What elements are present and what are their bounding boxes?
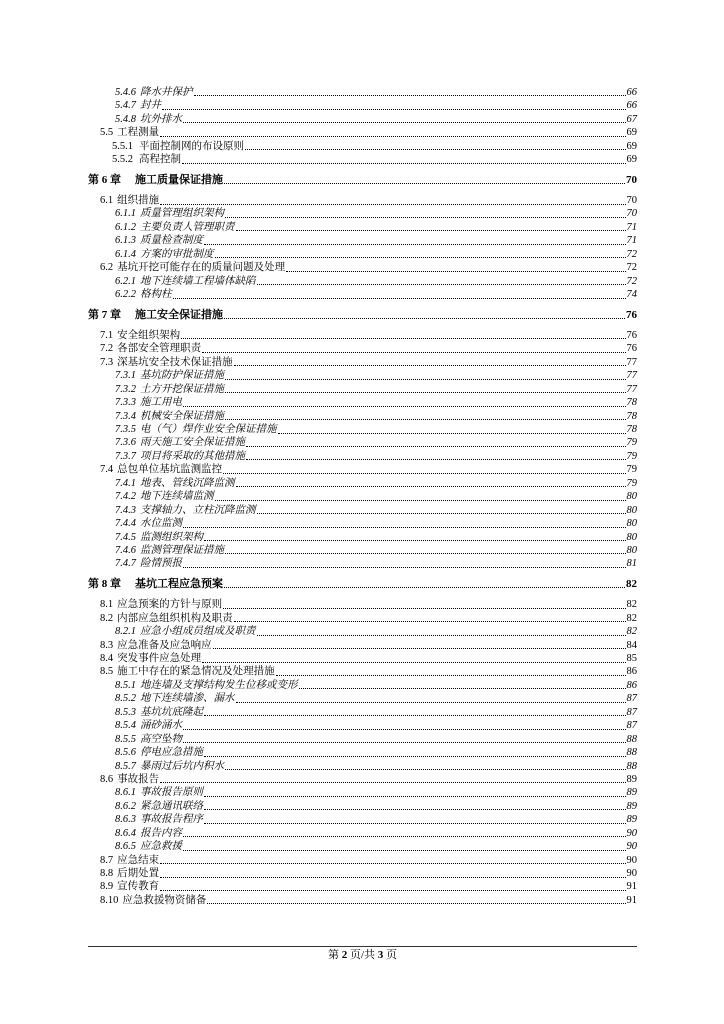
toc-entry-number: 6.1.2 bbox=[115, 221, 136, 233]
toc-entry-page: 72 bbox=[626, 262, 637, 274]
toc-entry-page: 89 bbox=[626, 800, 637, 812]
toc-entry[interactable] bbox=[88, 248, 637, 261]
toc-entry[interactable] bbox=[88, 800, 637, 813]
toc-entry-number: 7.3.1 bbox=[115, 370, 136, 382]
toc-entry-title: 事故报告 bbox=[117, 773, 160, 785]
toc-entry-title: 内部应急组织机构及职责 bbox=[117, 612, 233, 624]
toc-entry-number: 6.1 bbox=[100, 195, 114, 207]
toc-entry-number: 6.2.2 bbox=[115, 289, 136, 301]
dot-leader bbox=[202, 662, 625, 663]
dot-leader bbox=[257, 284, 626, 285]
toc-entry-title: 涌砂涌水 bbox=[140, 720, 182, 732]
toc-entry-page: 70 bbox=[626, 173, 637, 186]
toc-entry-number: 6.1.1 bbox=[115, 208, 136, 220]
toc-entry-page: 90 bbox=[626, 854, 637, 866]
toc-entry-title: 高空坠物 bbox=[140, 733, 182, 745]
toc-entry-title: 停电应急措施 bbox=[140, 747, 203, 759]
toc-entry[interactable] bbox=[88, 234, 637, 247]
dot-leader bbox=[246, 446, 626, 447]
toc-entry[interactable] bbox=[88, 329, 637, 342]
toc-entry[interactable] bbox=[88, 490, 637, 503]
dot-leader bbox=[204, 244, 626, 245]
dot-leader bbox=[299, 688, 626, 689]
toc-entry-number: 8.3 bbox=[100, 639, 114, 651]
toc-entry[interactable] bbox=[88, 463, 637, 476]
toc-entry-page: 71 bbox=[626, 221, 637, 233]
toc-entry[interactable] bbox=[88, 733, 637, 746]
dot-leader bbox=[236, 486, 626, 487]
toc-entry[interactable] bbox=[88, 99, 637, 112]
toc-entry-title: 地下连续墙工程墙体缺陷 bbox=[140, 275, 256, 287]
toc-entry-number: 8.4 bbox=[100, 653, 114, 665]
dot-leader bbox=[236, 702, 626, 703]
toc-entry-number: 8.6.1 bbox=[115, 787, 136, 799]
toc-entry-title: 报告内容 bbox=[140, 827, 182, 839]
dot-leader bbox=[204, 809, 626, 810]
toc-entry-title: 深基坑安全技术保证措施 bbox=[117, 356, 233, 368]
dot-leader bbox=[160, 890, 625, 891]
toc-entry-number: 8.6.3 bbox=[115, 814, 136, 826]
toc-entry-title: 施工安全保证措施 bbox=[135, 308, 223, 321]
toc-entry-page: 76 bbox=[626, 343, 637, 355]
dot-leader bbox=[183, 527, 626, 528]
toc-entry-title: 主要负责人管理职责 bbox=[140, 221, 235, 233]
toc-entry-number: 7.3.4 bbox=[115, 410, 136, 422]
toc-entry-number: 8.5.7 bbox=[115, 760, 136, 772]
toc-entry[interactable] bbox=[88, 692, 637, 705]
toc-entry[interactable] bbox=[88, 504, 637, 517]
toc-entry-page: 80 bbox=[626, 544, 637, 556]
toc-entry-title: 应急结束 bbox=[117, 854, 160, 866]
toc-entry-page: 89 bbox=[626, 814, 637, 826]
dot-leader bbox=[225, 217, 626, 218]
dot-leader bbox=[286, 271, 625, 272]
toc-entry-page: 82 bbox=[626, 626, 637, 638]
dot-leader bbox=[213, 648, 626, 649]
footer-suffix: 页 bbox=[386, 949, 398, 961]
toc-entry-title: 地下连续墙监测 bbox=[140, 491, 214, 503]
toc-entry[interactable] bbox=[88, 719, 637, 732]
dot-leader bbox=[207, 903, 625, 904]
toc-entry-number: 7.2 bbox=[100, 343, 114, 355]
dot-leader bbox=[183, 406, 626, 407]
toc-entry-title: 封井 bbox=[140, 100, 161, 112]
toc-entry[interactable] bbox=[88, 126, 637, 139]
toc-entry[interactable] bbox=[88, 840, 637, 853]
toc-entry-page: 90 bbox=[626, 841, 637, 853]
toc-entry-page: 70 bbox=[626, 195, 637, 207]
toc-entry-page: 89 bbox=[626, 773, 637, 785]
toc-entry[interactable] bbox=[88, 867, 637, 880]
toc-entry[interactable] bbox=[88, 625, 637, 638]
toc-entry-title: 机械安全保证措施 bbox=[140, 410, 224, 422]
toc-entry-number: 8.5.6 bbox=[115, 747, 136, 759]
toc-entry-title: 平面控制网的布设原则 bbox=[139, 140, 244, 152]
toc-entry-page: 79 bbox=[626, 450, 637, 462]
toc-entry[interactable] bbox=[88, 612, 637, 625]
dot-leader bbox=[257, 635, 626, 636]
toc-entry-number: 8.5 bbox=[100, 666, 114, 678]
toc-entry-number: 第 7 章 bbox=[88, 308, 121, 321]
toc-entry-title: 暴雨过后坑内积水 bbox=[140, 760, 224, 772]
dot-leader bbox=[224, 587, 625, 588]
toc-entry-page: 81 bbox=[626, 558, 637, 570]
toc-entry[interactable] bbox=[88, 557, 637, 570]
toc-entry[interactable] bbox=[88, 894, 637, 907]
toc-entry-title: 应急准备及应急响应 bbox=[117, 639, 212, 651]
toc-entry[interactable] bbox=[88, 746, 637, 759]
dot-leader bbox=[183, 742, 626, 743]
dot-leader bbox=[257, 513, 626, 514]
dot-leader bbox=[204, 796, 626, 797]
toc-entry-number: 8.5.1 bbox=[115, 679, 136, 691]
toc-entry-page: 87 bbox=[626, 693, 637, 705]
dot-leader bbox=[236, 230, 626, 231]
toc-entry-title: 支撑轴力、立柱沉降监测 bbox=[140, 504, 256, 516]
toc-entry-title: 总包单位基坑监测监控 bbox=[117, 464, 223, 476]
toc-entry[interactable] bbox=[88, 827, 637, 840]
toc-entry-page: 78 bbox=[626, 424, 637, 436]
toc-entry-number: 7.3 bbox=[100, 356, 114, 368]
dot-leader bbox=[225, 769, 626, 770]
toc-entry[interactable] bbox=[88, 288, 637, 301]
toc-entry[interactable] bbox=[88, 854, 637, 867]
dot-leader bbox=[278, 433, 626, 434]
dot-leader bbox=[173, 298, 626, 299]
toc-entry[interactable] bbox=[88, 153, 637, 166]
toc-entry-page: 80 bbox=[626, 491, 637, 503]
toc-entry-page: 87 bbox=[626, 720, 637, 732]
toc-entry-title: 格构柱 bbox=[140, 289, 172, 301]
toc-entry[interactable] bbox=[88, 437, 637, 450]
toc-entry-number: 7.4.4 bbox=[115, 518, 136, 530]
dot-leader bbox=[225, 553, 626, 554]
toc-entry-number: 8.7 bbox=[100, 854, 114, 866]
toc-entry-page: 78 bbox=[626, 410, 637, 422]
toc-entry-number: 7.4.7 bbox=[115, 558, 136, 570]
toc-entry-title: 应急救援物资储备 bbox=[122, 894, 207, 906]
dot-leader bbox=[183, 850, 626, 851]
toc-entry-number: 5.5 bbox=[100, 127, 114, 139]
toc-entry-title: 施工用电 bbox=[140, 397, 182, 409]
toc-entry-number: 8.9 bbox=[100, 881, 114, 893]
footer-divider bbox=[88, 946, 637, 947]
toc-entry-title: 紧急通讯联络 bbox=[140, 800, 203, 812]
toc-entry-number: 6.2.1 bbox=[115, 275, 136, 287]
dot-leader bbox=[183, 567, 626, 568]
toc-entry-page: 76 bbox=[626, 308, 637, 321]
toc-entry-page: 77 bbox=[626, 383, 637, 395]
toc-entry[interactable] bbox=[88, 652, 637, 665]
toc-entry-title: 安全组织架构 bbox=[117, 329, 181, 341]
toc-entry-title: 高程控制 bbox=[139, 154, 181, 166]
toc-entry-title: 各部安全管理职责 bbox=[117, 343, 202, 355]
toc-entry-number: 7.4.3 bbox=[115, 504, 136, 516]
toc-entry-page: 79 bbox=[626, 464, 637, 476]
footer-prefix: 第 bbox=[327, 949, 339, 961]
dot-leader bbox=[204, 823, 626, 824]
toc-entry[interactable] bbox=[88, 396, 637, 409]
dot-leader bbox=[182, 163, 626, 164]
toc-entry-number: 7.3.3 bbox=[115, 397, 136, 409]
toc-entry-title: 地连墙及支撑结构发生位移或变形 bbox=[140, 679, 298, 691]
toc-entry[interactable] bbox=[88, 531, 637, 544]
toc-entry-page: 71 bbox=[626, 235, 637, 247]
toc-entry[interactable] bbox=[88, 86, 637, 99]
toc-entry-title: 水位监测 bbox=[140, 518, 182, 530]
toc-entry-page: 82 bbox=[626, 612, 637, 624]
toc-entry-title: 基坑坑底隆起 bbox=[140, 706, 203, 718]
toc-entry[interactable] bbox=[88, 598, 637, 611]
toc-entry-number: 8.6.2 bbox=[115, 800, 136, 812]
toc-entry-page: 72 bbox=[626, 248, 637, 260]
toc-entry[interactable] bbox=[88, 679, 637, 692]
toc-entry-page: 84 bbox=[626, 639, 637, 651]
toc-entry-page: 72 bbox=[626, 275, 637, 287]
toc-entry-page: 80 bbox=[626, 504, 637, 516]
toc-entry-page: 79 bbox=[626, 437, 637, 449]
dot-leader bbox=[276, 675, 626, 676]
toc-entry[interactable] bbox=[88, 813, 637, 826]
toc-entry-title: 基坑防护保证措施 bbox=[140, 370, 224, 382]
toc-entry-number: 7.3.2 bbox=[115, 383, 136, 395]
dot-leader bbox=[223, 608, 625, 609]
toc-entry-number: 8.5.3 bbox=[115, 706, 136, 718]
toc-entry-number: 8.5.2 bbox=[115, 693, 136, 705]
page-footer bbox=[88, 948, 637, 962]
toc-chapter-entry[interactable] bbox=[88, 174, 637, 187]
toc-entry[interactable] bbox=[88, 208, 637, 221]
toc-entry-page: 88 bbox=[626, 747, 637, 759]
toc-entry-title: 工程测量 bbox=[117, 127, 160, 139]
toc-entry-number: 5.4.6 bbox=[115, 86, 136, 98]
toc-entry-number: 7.4.2 bbox=[115, 491, 136, 503]
toc-entry-title: 险情预报 bbox=[140, 558, 182, 570]
footer-page-number: 2 bbox=[341, 949, 348, 961]
toc-entry-number: 8.6.5 bbox=[115, 841, 136, 853]
toc-entry-title: 应急小组成员组成及职责 bbox=[140, 626, 256, 638]
toc-entry-number: 第 8 章 bbox=[88, 577, 121, 590]
toc-entry-title: 项目将采取的其他措施 bbox=[140, 450, 245, 462]
toc-entry-page: 88 bbox=[626, 760, 637, 772]
toc-entry-title: 电（气）焊作业安全保证措施 bbox=[140, 424, 277, 436]
toc-entry[interactable] bbox=[88, 369, 637, 382]
toc-entry-number: 7.4.5 bbox=[115, 531, 136, 543]
footer-middle: 页/共 bbox=[349, 949, 376, 961]
toc-entry-title: 地下连续墙渗、漏水 bbox=[140, 693, 235, 705]
toc-entry[interactable] bbox=[88, 760, 637, 773]
dot-leader bbox=[181, 338, 625, 339]
dot-leader bbox=[194, 95, 626, 96]
dot-leader bbox=[245, 149, 626, 150]
toc-entry-number: 8.6.4 bbox=[115, 827, 136, 839]
toc-entry-number: 8.8 bbox=[100, 868, 114, 880]
toc-entry[interactable] bbox=[88, 356, 637, 369]
toc-entry-page: 85 bbox=[626, 653, 637, 665]
toc-entry[interactable] bbox=[88, 517, 637, 530]
toc-entry-title: 施工中存在的紧急情况及处理措施 bbox=[117, 666, 275, 678]
toc-entry-page: 87 bbox=[626, 706, 637, 718]
toc-entry-number: 5.5.1 bbox=[112, 140, 133, 152]
dot-leader bbox=[225, 392, 626, 393]
dot-leader bbox=[160, 136, 625, 137]
toc-entry-number: 7.4 bbox=[100, 464, 114, 476]
toc-entry-number: 7.4.1 bbox=[115, 477, 136, 489]
toc-entry-page: 78 bbox=[626, 397, 637, 409]
toc-entry-number: 6.2 bbox=[100, 262, 114, 274]
toc-entry-title: 突发事件应急处理 bbox=[117, 653, 202, 665]
toc-entry-page: 66 bbox=[626, 100, 637, 112]
toc-entry-number: 6.1.3 bbox=[115, 235, 136, 247]
toc-entry-page: 82 bbox=[626, 599, 637, 611]
toc-entry-title: 宣传教育 bbox=[117, 881, 160, 893]
toc-entry-number: 8.2 bbox=[100, 612, 114, 624]
dot-leader bbox=[202, 352, 625, 353]
toc-entry-title: 事故报告程序 bbox=[140, 814, 203, 826]
dot-leader bbox=[183, 729, 626, 730]
toc-entry-page: 90 bbox=[626, 868, 637, 880]
dot-leader bbox=[160, 863, 625, 864]
toc-entry[interactable] bbox=[88, 544, 637, 557]
toc-entry-page: 82 bbox=[626, 577, 637, 590]
toc-entry-number: 5.4.7 bbox=[115, 100, 136, 112]
toc-entry-title: 质量检查制度 bbox=[140, 235, 203, 247]
dot-leader bbox=[204, 756, 626, 757]
toc-entry[interactable] bbox=[88, 666, 637, 679]
toc-entry-page: 77 bbox=[626, 356, 637, 368]
toc-entry-title: 应急救援 bbox=[140, 841, 182, 853]
toc-entry-title: 质量管理组织架构 bbox=[140, 208, 224, 220]
dot-leader bbox=[234, 365, 626, 366]
toc-entry-title: 地表、管线沉降监测 bbox=[140, 477, 235, 489]
dot-leader bbox=[160, 782, 625, 783]
toc-entry[interactable] bbox=[88, 477, 637, 490]
toc-entry-page: 89 bbox=[626, 787, 637, 799]
toc-entry-title: 事故报告原则 bbox=[140, 787, 203, 799]
toc-entry-page: 70 bbox=[626, 208, 637, 220]
toc-entry-number: 7.3.5 bbox=[115, 424, 136, 436]
toc-entry[interactable] bbox=[88, 342, 637, 355]
toc-entry[interactable] bbox=[88, 221, 637, 234]
dot-leader bbox=[162, 109, 626, 110]
toc-entry-title: 监测管理保证措施 bbox=[140, 544, 224, 556]
toc-entry-number: 8.5.4 bbox=[115, 720, 136, 732]
dot-leader bbox=[160, 877, 625, 878]
toc-entry-number: 8.5.5 bbox=[115, 733, 136, 745]
toc-entry-page: 74 bbox=[626, 289, 637, 301]
toc-entry[interactable] bbox=[88, 639, 637, 652]
toc-entry[interactable] bbox=[88, 113, 637, 126]
toc-entry-number: 8.6 bbox=[100, 773, 114, 785]
toc-entry-number: 5.4.8 bbox=[115, 113, 136, 125]
toc-entry-number: 7.1 bbox=[100, 329, 114, 341]
toc-entry[interactable] bbox=[88, 773, 637, 786]
toc-entry-title: 后期处置 bbox=[117, 868, 160, 880]
toc-entry[interactable] bbox=[88, 423, 637, 436]
toc-chapter-entry[interactable] bbox=[88, 578, 637, 591]
dot-leader bbox=[204, 540, 626, 541]
dot-leader bbox=[215, 257, 626, 258]
toc-entry-page: 69 bbox=[626, 127, 637, 139]
toc-entry-title: 降水井保护 bbox=[140, 86, 193, 98]
toc-entry-number: 5.5.2 bbox=[112, 154, 133, 166]
dot-leader bbox=[246, 459, 626, 460]
toc-entry-number: 8.1 bbox=[100, 599, 114, 611]
toc-entry[interactable] bbox=[88, 275, 637, 288]
toc-entry-number: 8.2.1 bbox=[115, 626, 136, 638]
toc-entry-page: 66 bbox=[626, 86, 637, 98]
toc-entry[interactable] bbox=[88, 881, 637, 894]
dot-leader bbox=[204, 715, 626, 716]
dot-leader bbox=[225, 379, 626, 380]
toc-entry-title: 应急预案的方针与原则 bbox=[117, 599, 223, 611]
toc-entry-page: 69 bbox=[626, 140, 637, 152]
dot-leader bbox=[215, 500, 626, 501]
toc-entry-title: 方案的审批制度 bbox=[140, 248, 214, 260]
toc-entry-page: 86 bbox=[626, 679, 637, 691]
dot-leader bbox=[223, 473, 625, 474]
toc-entry-page: 79 bbox=[626, 477, 637, 489]
toc-entry-title: 基坑开挖可能存在的质量问题及处理 bbox=[117, 262, 286, 274]
toc-entry[interactable] bbox=[88, 383, 637, 396]
toc-entry[interactable] bbox=[88, 140, 637, 153]
toc-entry-page: 91 bbox=[626, 881, 637, 893]
dot-leader bbox=[225, 419, 626, 420]
dot-leader bbox=[160, 204, 625, 205]
toc-entry-page: 76 bbox=[626, 329, 637, 341]
dot-leader bbox=[234, 621, 626, 622]
toc-entry-title: 基坑工程应急预案 bbox=[135, 577, 223, 590]
toc-entry-number: 7.3.6 bbox=[115, 437, 136, 449]
toc-entry[interactable] bbox=[88, 706, 637, 719]
dot-leader bbox=[183, 836, 626, 837]
toc-entry[interactable] bbox=[88, 410, 637, 423]
toc-entry-page: 77 bbox=[626, 370, 637, 382]
toc-entry[interactable] bbox=[88, 261, 637, 274]
toc-entry-title: 组织措施 bbox=[117, 195, 160, 207]
toc-entry-title: 土方开挖保证措施 bbox=[140, 383, 224, 395]
dot-leader bbox=[183, 122, 626, 123]
toc-entry-page: 69 bbox=[626, 154, 637, 166]
toc-entry-number: 第 6 章 bbox=[88, 173, 121, 186]
toc-entry[interactable] bbox=[88, 194, 637, 207]
toc-chapter-entry[interactable] bbox=[88, 309, 637, 322]
table-of-contents bbox=[88, 86, 637, 907]
toc-entry-number: 7.4.6 bbox=[115, 544, 136, 556]
toc-entry-title: 监测组织架构 bbox=[140, 531, 203, 543]
toc-entry-page: 88 bbox=[626, 733, 637, 745]
toc-entry-page: 80 bbox=[626, 518, 637, 530]
dot-leader bbox=[224, 183, 625, 184]
toc-entry-title: 雨天施工安全保证措施 bbox=[140, 437, 245, 449]
toc-entry-number: 8.10 bbox=[100, 894, 119, 906]
toc-entry-number: 6.1.4 bbox=[115, 248, 136, 260]
toc-entry-title: 坑外排水 bbox=[140, 113, 182, 125]
toc-entry[interactable] bbox=[88, 786, 637, 799]
toc-entry-number: 7.3.7 bbox=[115, 450, 136, 462]
footer-total-pages: 3 bbox=[377, 949, 384, 961]
dot-leader bbox=[224, 318, 625, 319]
toc-entry-page: 80 bbox=[626, 531, 637, 543]
toc-entry-page: 67 bbox=[626, 113, 637, 125]
toc-entry-page: 86 bbox=[626, 666, 637, 678]
toc-entry-page: 90 bbox=[626, 827, 637, 839]
toc-entry-title: 施工质量保证措施 bbox=[135, 173, 223, 186]
toc-entry[interactable] bbox=[88, 450, 637, 463]
toc-entry-page: 91 bbox=[626, 894, 637, 906]
